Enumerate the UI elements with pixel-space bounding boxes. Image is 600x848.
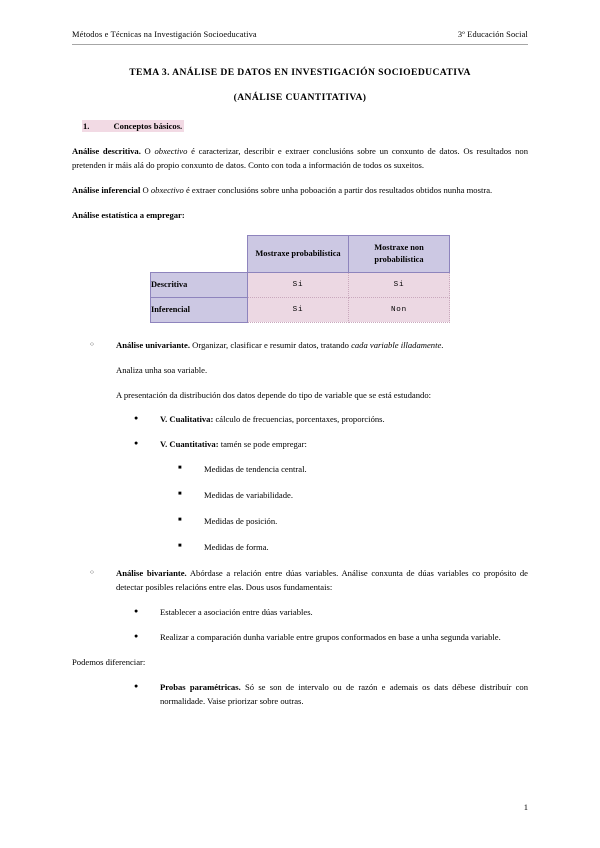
text-uso-asociacion: Establecer a asociación entre dúas variables. — [160, 606, 313, 617]
label-analise-univariante: Análise univariante. — [116, 339, 191, 350]
list-item-analise-bivariante — [90, 567, 528, 595]
list-item-probas-parametricas — [134, 681, 528, 709]
text-medida-posicion: Medidas de posición. — [204, 516, 278, 527]
text-v-cuantitativa: tamén se pode empregar: — [218, 439, 307, 450]
list-univariante — [90, 339, 528, 353]
table-corner-cell — [151, 235, 248, 272]
list-item-medida — [178, 463, 528, 477]
table-col-header-probabilistica: Mostraxe probabilística — [248, 235, 349, 272]
list-item-uso — [134, 631, 528, 645]
heading-analise-estatistica-text: Análise estatística a empregar: — [72, 209, 185, 220]
text-medida-tendencia-central: Medidas de tendencia central. — [204, 464, 307, 475]
label-v-cuantitativa: V. Cuantitativa: — [160, 439, 219, 450]
heading-podemos-diferenciar: Podemos diferenciar: — [72, 656, 146, 667]
univariante-text-italic: cada variable illadamente — [351, 339, 442, 350]
header-divider — [72, 44, 528, 45]
paragraph-analise-inferencial — [72, 184, 528, 198]
list-usos-bivariante — [134, 606, 528, 645]
table-cell-descritiva-non-probabilistica: Si — [349, 272, 450, 297]
list-item-uso — [134, 606, 528, 620]
label-analise-descritiva: Análise descritiva. — [72, 146, 141, 156]
square-bullet-icon: ■ — [178, 465, 182, 472]
list-item-analise-univariante — [90, 339, 528, 353]
univariante-note-presentacion: A presentación da distribución dos datos depende do tipo de variable que se está estudando: — [116, 389, 432, 400]
list-item-v-cualitativa — [134, 413, 528, 427]
page-subtitle: (ANÁLISE CUANTITATIVA) — [233, 92, 367, 103]
square-bullet-icon: ■ — [178, 517, 182, 524]
page-title: TEMA 3. ANÁLISE DE DATOS EN INVESTIGACIÓN SOCIOEDUCATIVA — [129, 67, 471, 78]
disc-bullet-icon: ● — [134, 606, 139, 615]
mostraxe-matrix-table — [150, 235, 450, 323]
label-v-cualitativa: V. Cualitativa: — [160, 414, 214, 425]
univariante-text-post: . — [441, 339, 444, 350]
text-v-cualitativa: cálculo de frecuencias, porcentaxes, proporcións. — [213, 414, 385, 425]
header-program: 3º Educación Social — [457, 30, 528, 39]
heading-analise-estatistica — [72, 209, 528, 223]
circle-bullet-icon: ○ — [90, 568, 94, 576]
header-course-title: Métodos e Técnicas na Investigación Socioeducativa — [72, 30, 257, 39]
disc-bullet-icon: ● — [134, 439, 139, 448]
text-analise-bivariante: Abórdase a relación entre dúas variables. Análise conxunta de dúas variables co propósito de detectar posibles relacións entre elas. Dous usos fundamentais: — [116, 567, 528, 592]
label-analise-bivariante: Análise bivariante. — [116, 567, 187, 578]
list-tipos-variable — [134, 413, 528, 452]
list-item-medida — [178, 489, 528, 503]
disc-bullet-icon: ● — [134, 414, 139, 423]
table-cell-inferencial-probabilistica: Si — [248, 297, 349, 322]
inferencial-italic: obxectivo — [150, 184, 184, 195]
paragraph-analise-descritiva — [72, 145, 528, 173]
label-probas-parametricas: Probas paramétricas. — [160, 681, 241, 692]
page-content — [72, 30, 528, 719]
univariante-note-analiza: Analiza unha soa variable. — [116, 364, 208, 375]
list-item-v-cuantitativa — [134, 438, 528, 452]
table-cell-descritiva-probabilistica: Si — [248, 272, 349, 297]
table-col-header-non-probabilistica: Mostraxe non probabilística — [349, 235, 450, 272]
table-row — [151, 272, 450, 297]
list-probas — [134, 681, 528, 709]
table-row-header-inferencial: Inferencial — [151, 297, 248, 322]
list-bivariante — [90, 567, 528, 595]
label-analise-inferencial: Análise inferencial — [72, 184, 141, 195]
list-item-medida — [178, 541, 528, 555]
text-medida-variabilidade: Medidas de variabilidade. — [204, 490, 294, 501]
section-number: 1. — [83, 121, 90, 131]
text-uso-comparacion: Realizar a comparación dunha variable entre grupos conformados en base a unha segunda variable. — [160, 631, 501, 642]
table-cell-inferencial-non-probabilistica: Non — [349, 297, 450, 322]
square-bullet-icon: ■ — [178, 491, 182, 498]
table-row — [151, 297, 450, 322]
table-header-row — [151, 235, 450, 272]
circle-bullet-icon: ○ — [90, 340, 94, 348]
descritiva-rest: é caracterizar, describir e extraer conclusións sobre un conxunto de datos. Os resultados non pretenden ir máis alá do propio conxunto de datos. Conto con toda a información de todos os suxeitos. — [72, 146, 528, 170]
disc-bullet-icon: ● — [134, 681, 139, 690]
table-container — [72, 235, 528, 323]
page-number: 1 — [523, 802, 528, 812]
list-medidas — [178, 463, 528, 555]
disc-bullet-icon: ● — [134, 631, 139, 640]
univariante-text-pre: Organizar, clasificar e resumir datos, tratando — [190, 339, 352, 350]
section-heading-conceptos — [72, 121, 528, 131]
table-row-header-descritiva: Descritiva — [151, 272, 248, 297]
inferencial-rest: é extraer conclusións sobre unha poboación a partir dos resultados obtidos nunha mostra. — [183, 184, 493, 195]
text-probas-parametricas: Só se son de intervalo ou de razón e ademais os dats débese distribuír con normalidade. Vaise priorizar sobre outras. — [160, 681, 528, 706]
inferencial-pre: O — [140, 184, 151, 195]
section-label: Conceptos básicos. — [113, 121, 183, 131]
running-header — [72, 30, 528, 44]
text-medida-forma: Medidas de forma. — [204, 542, 269, 553]
square-bullet-icon: ■ — [178, 543, 182, 550]
descritiva-pre: O — [140, 146, 155, 156]
descritiva-italic: obxectivo — [154, 146, 188, 156]
list-item-medida — [178, 515, 528, 529]
